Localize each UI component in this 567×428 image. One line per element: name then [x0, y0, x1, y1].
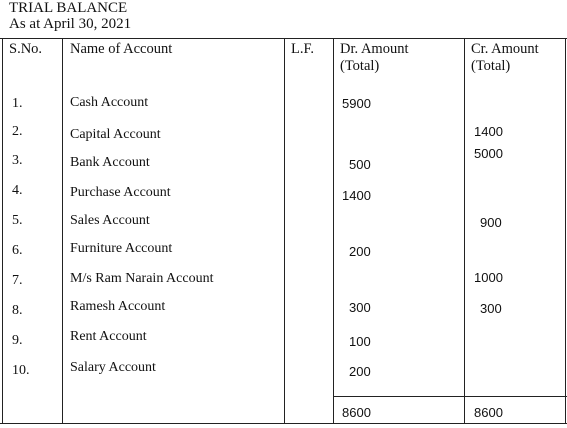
left-border — [2, 38, 3, 424]
header-account-name: Name of Account — [70, 41, 173, 57]
row-2-cr: 1400 — [474, 124, 503, 139]
header-dr-total: (Total) — [340, 58, 380, 74]
row-9-name: Rent Account — [70, 329, 147, 344]
row-1-sno: 1. — [12, 96, 23, 111]
total-cr: 8600 — [474, 405, 503, 420]
row-7-name: M/s Ram Narain Account — [70, 271, 214, 286]
document-title: TRIAL BALANCE — [9, 0, 128, 16]
header-dr-amount: Dr. Amount — [340, 41, 409, 57]
row-2-sno: 2. — [12, 124, 23, 139]
totals-top-border — [333, 396, 567, 397]
col-sep-name — [284, 38, 285, 424]
header-cr-amount: Cr. Amount — [471, 41, 539, 57]
row-4-dr: 1400 — [342, 188, 371, 203]
row-9-dr: 100 — [349, 334, 371, 349]
row-8-dr: 300 — [349, 300, 371, 315]
header-cr-total: (Total) — [471, 58, 511, 74]
row-8-name: Ramesh Account — [70, 299, 166, 314]
row-3-name: Bank Account — [70, 155, 150, 170]
col-sep-sno — [62, 38, 63, 424]
row-3-dr: 500 — [349, 157, 371, 172]
row-4-name: Purchase Account — [70, 185, 171, 200]
row-3-cr: 5000 — [474, 146, 503, 161]
right-border — [565, 38, 566, 424]
document-subtitle: As at April 30, 2021 — [9, 16, 132, 32]
col-sep-lf — [333, 38, 334, 424]
row-8-cr: 300 — [480, 301, 502, 316]
row-3-sno: 3. — [12, 153, 23, 168]
row-10-sno: 10. — [12, 363, 30, 378]
header-lf: L.F. — [291, 41, 315, 57]
trial-balance-table — [0, 38, 567, 426]
row-7-cr: 1000 — [474, 270, 503, 285]
row-9-sno: 9. — [12, 333, 23, 348]
row-1-dr: 5900 — [342, 96, 371, 111]
row-5-name: Sales Account — [70, 213, 150, 228]
row-1-name: Cash Account — [70, 95, 149, 110]
row-2-name: Capital Account — [70, 127, 161, 142]
row-6-name: Furniture Account — [70, 241, 173, 256]
row-6-sno: 6. — [12, 243, 23, 258]
row-4-sno: 4. — [12, 183, 23, 198]
row-7-sno: 7. — [12, 273, 23, 288]
row-5-sno: 5. — [12, 213, 23, 228]
col-sep-dr — [464, 38, 465, 424]
header-sno: S.No. — [9, 41, 43, 57]
row-10-name: Salary Account — [70, 360, 156, 375]
row-5-cr: 900 — [480, 215, 502, 230]
row-10-dr: 200 — [349, 364, 371, 379]
total-dr: 8600 — [342, 405, 371, 420]
row-8-sno: 8. — [12, 303, 23, 318]
row-6-dr: 200 — [349, 244, 371, 259]
